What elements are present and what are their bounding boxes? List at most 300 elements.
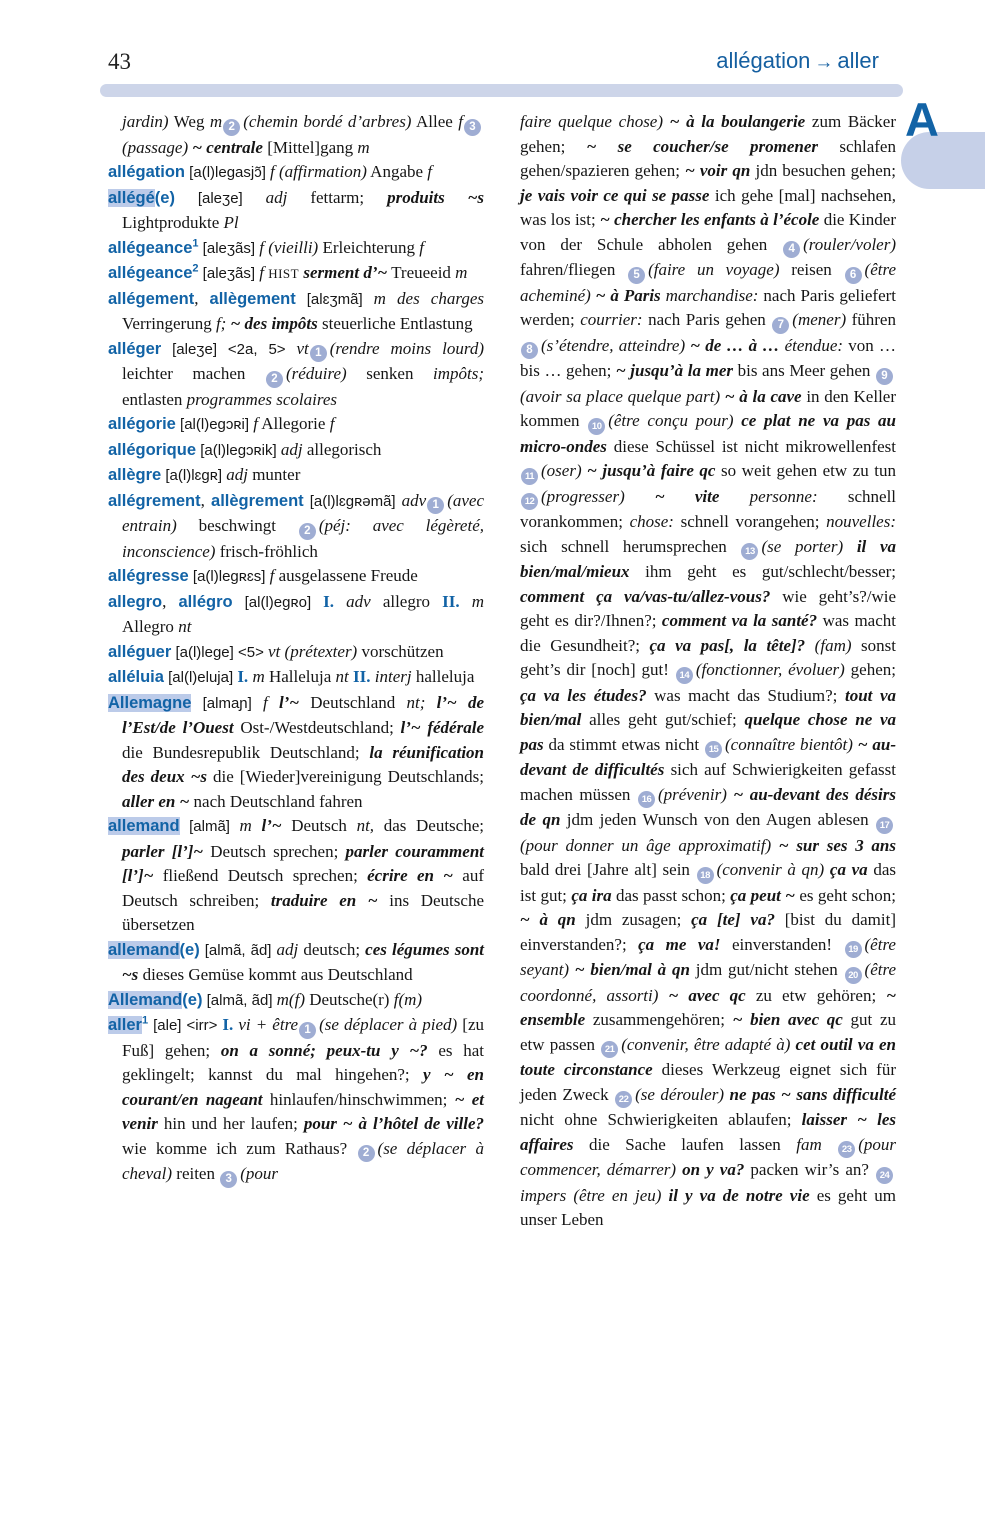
grammar-label: (mener) bbox=[792, 310, 847, 329]
sense-number-badge: 23 bbox=[838, 1141, 855, 1158]
translation-text: Treueeid bbox=[387, 263, 456, 282]
translation-text bbox=[771, 836, 779, 855]
example-phrase: l’~ bbox=[261, 816, 282, 835]
translation-text: ich gehe [mal] nachsehen, was los ist; bbox=[520, 185, 896, 229]
grammar-label: (se déplacer à pied) bbox=[319, 1015, 458, 1034]
phonetic-transcription: [al(l)egʀo] bbox=[232, 593, 324, 611]
domain-label: HIST bbox=[268, 266, 300, 281]
example-phrase: il y va de notre vie bbox=[668, 1185, 810, 1205]
translation-text: so weit gehen etw zu tun bbox=[715, 461, 897, 480]
phonetic-transcription: [a(l)lɛgʀəmã] bbox=[303, 492, 402, 510]
entry-allegorique bbox=[108, 438, 484, 464]
grammar-label: (progresser) bbox=[541, 486, 625, 506]
translation-text: die Bundesrepublik Deutschland; bbox=[122, 742, 370, 762]
translation-text: [zu Fuß] gehen; bbox=[122, 1015, 484, 1060]
example-phrase: ces légumes sont ~s bbox=[122, 939, 485, 984]
translation-text: Lightprodukte bbox=[122, 213, 224, 232]
translation-text: packen wir’s an? bbox=[744, 1160, 875, 1179]
homograph-number: 1 bbox=[141, 1014, 149, 1027]
translation-text: jdm jeden Wunsch von den Augen ablesen bbox=[560, 810, 875, 829]
grammar-label: (être seyant) bbox=[520, 934, 896, 979]
translation-text: fließend Deutsch sprechen; bbox=[153, 866, 368, 885]
translation-text: allegorisch bbox=[302, 439, 382, 459]
entry-allegation bbox=[108, 160, 484, 186]
entry-allemand-person bbox=[108, 988, 484, 1014]
phonetic-transcription: [almã, ãd] bbox=[199, 941, 277, 959]
sense-number-badge: 13 bbox=[741, 543, 758, 560]
translation-text: nach Paris geliefert werden; bbox=[520, 285, 897, 329]
translation-text: schnell vorangehen; bbox=[673, 512, 827, 531]
translation-text: Allee bbox=[411, 112, 459, 131]
headword: allégeance bbox=[108, 264, 193, 282]
translation-text: jdm zusagen; bbox=[575, 910, 692, 929]
example-phrase: ~ à Paris bbox=[595, 285, 661, 305]
example-phrase: ~ de … à … bbox=[690, 335, 780, 355]
headword-highlighted: allemand bbox=[108, 817, 180, 835]
translation-text: zum Bäcker gehen; bbox=[520, 112, 896, 156]
grammar-label: (chemin bordé d’arbres) bbox=[243, 112, 412, 131]
headword: allègrement bbox=[211, 491, 304, 510]
translation-text: bis ans Meer gehen bbox=[733, 361, 875, 380]
entry-alleguer bbox=[108, 640, 484, 666]
translation-text: was macht die Gesundheit?; bbox=[520, 611, 896, 655]
header-rule bbox=[100, 84, 903, 97]
sense-number-badge: 14 bbox=[676, 667, 693, 684]
example-phrase: l’~ fédérale bbox=[400, 718, 484, 737]
translation-text: reiten bbox=[172, 1164, 220, 1183]
example-phrase: ~ et venir bbox=[122, 1089, 484, 1133]
translation-text: es geht um unser Leben bbox=[520, 1185, 896, 1229]
grammar-label: (convenir à qn) bbox=[716, 860, 825, 879]
sense-number-badge: 16 bbox=[638, 791, 655, 808]
grammar-label: f bbox=[427, 162, 433, 181]
grammar-label: (rouler/voler) bbox=[803, 234, 896, 254]
translation-text: dieses Werkzeug eignet sich für jeden Zweck bbox=[520, 1060, 896, 1104]
translation-text: deutsch; bbox=[298, 939, 366, 959]
translation-text: , bbox=[194, 288, 210, 308]
translation-text: steuerliche Entlastung bbox=[317, 314, 473, 333]
structure-numeral: II. bbox=[348, 667, 371, 686]
headword: allègement bbox=[209, 289, 296, 308]
grammar-label: m des charges bbox=[373, 288, 484, 308]
grammar-label: m(f) bbox=[276, 989, 305, 1009]
example-phrase: ça [te] va? bbox=[691, 910, 775, 929]
headword: alléguer bbox=[108, 642, 172, 661]
sense-number-badge: 20 bbox=[845, 967, 862, 984]
example-phrase: ça va pas[, la tête]? bbox=[649, 635, 806, 655]
translation-text: Allegro bbox=[122, 617, 179, 636]
grammar-label: (rendre moins lourd) bbox=[329, 338, 484, 358]
translation-text: sonst geht’s dir [noch] gut! bbox=[520, 635, 896, 679]
example-phrase: laisser ~ les affaires bbox=[520, 1110, 896, 1154]
example-phrase: ça va bbox=[829, 860, 868, 879]
translation-text: [Mittel]gang bbox=[262, 137, 358, 157]
translation-text: beschwingt bbox=[176, 516, 298, 535]
example-phrase: ça peut ~ bbox=[730, 885, 795, 905]
grammar-label: (prévenir) bbox=[657, 784, 727, 804]
phonetic-transcription: [almã, ãd] bbox=[202, 991, 277, 1009]
entry-allege bbox=[108, 186, 484, 236]
translation-text: Allegorie bbox=[257, 414, 330, 433]
translation-text: fahren/fliegen bbox=[520, 260, 628, 279]
grammar-label: (fam) bbox=[805, 635, 852, 655]
translation-text: ausgelassene Freude bbox=[274, 566, 418, 585]
headword-highlighted: allégé bbox=[108, 188, 155, 207]
grammar-label: (faire un voyage) bbox=[648, 260, 780, 279]
grammar-label: m bbox=[209, 112, 223, 131]
grammar-label: m bbox=[239, 816, 252, 835]
example-phrase: traduire en ~ bbox=[270, 890, 378, 910]
example-phrase: tout va bien/mal bbox=[520, 685, 897, 729]
grammar-label: (passage) bbox=[122, 137, 189, 157]
grammar-label: adj bbox=[265, 187, 288, 207]
sense-number-badge: 9 bbox=[876, 368, 893, 385]
sense-number-badge: 3 bbox=[464, 119, 481, 136]
phonetic-transcription: [almã] bbox=[179, 818, 240, 835]
grammar-label: (pour commencer, démarrer) bbox=[520, 1134, 896, 1179]
translation-text: sich auf Schwierigkeiten gefasst machen müssen bbox=[520, 760, 897, 804]
grammar-label: (oser) bbox=[541, 461, 582, 480]
translation-text: einverstanden! bbox=[720, 934, 844, 954]
translation-text: , bbox=[162, 591, 179, 611]
translation-text: wie komme ich zum Rathaus? bbox=[122, 1138, 357, 1158]
phonetic-transcription: [aleʒãs] bbox=[198, 265, 260, 282]
phonetic-transcription: [alɛʒmã] bbox=[295, 290, 374, 308]
grammar-label: adj bbox=[226, 465, 248, 484]
grammar-label: f bbox=[253, 414, 258, 433]
phonetic-transcription: [a(l)legʀɛs] bbox=[188, 568, 270, 585]
example-phrase: ce plat ne va pas au micro-ondes bbox=[520, 411, 897, 456]
translation-text: schlafen gehen/spazieren gehen; bbox=[520, 136, 896, 180]
translation-text: ihm geht es gut/schlecht/besser; bbox=[629, 562, 896, 581]
translation-text: führen bbox=[846, 310, 896, 329]
phonetic-transcription: [a(l)legasjɔ̃] bbox=[185, 164, 271, 181]
headword: (e) bbox=[179, 940, 200, 959]
translation-text: die Kinder von der Schule abholen gehen bbox=[520, 210, 897, 254]
sense-number-badge: 24 bbox=[876, 1167, 893, 1184]
headword-highlighted: aller bbox=[108, 1016, 142, 1034]
sense-number-badge: 21 bbox=[601, 1041, 618, 1058]
grammar-label: marchandise: bbox=[660, 285, 759, 305]
headword: allégorie bbox=[108, 415, 176, 433]
phonetic-transcription: [aleʒe] bbox=[174, 189, 266, 207]
grammar-label: vt bbox=[296, 338, 309, 358]
translation-text: Verringerung bbox=[122, 314, 216, 333]
grammar-label: fam bbox=[796, 1134, 822, 1154]
grammar-label: faire quelque chose) bbox=[520, 112, 664, 131]
grammar-label: (se porter) bbox=[761, 536, 844, 556]
grammar-label: vt (prétexter) bbox=[268, 641, 358, 661]
translation-text: was macht das Studium?; bbox=[646, 685, 845, 705]
grammar-label: f bbox=[269, 566, 275, 585]
grammar-label: nt bbox=[178, 617, 192, 636]
homograph-number: 1 bbox=[192, 236, 199, 249]
example-phrase: ~ à la cave bbox=[724, 386, 802, 406]
sense-number-badge: 17 bbox=[876, 817, 893, 834]
translation-text: leichter machen bbox=[122, 364, 265, 383]
translation-text: Deutschland bbox=[299, 692, 407, 712]
sense-number-badge: 3 bbox=[220, 1171, 237, 1188]
grammar-label: m bbox=[248, 667, 265, 686]
example-phrase: l’~ de l’Est/de l’Ouest bbox=[122, 692, 485, 737]
page-number: 43 bbox=[108, 49, 131, 74]
header-word-range bbox=[716, 47, 879, 77]
entry-allegorie bbox=[108, 412, 484, 438]
sense-number-badge: 10 bbox=[588, 418, 605, 435]
translation-text: jdm gut/nicht stehen bbox=[689, 960, 844, 979]
translation-text: nach Paris gehen bbox=[642, 310, 772, 329]
phonetic-transcription: [aleʒe] <2a, 5> bbox=[161, 340, 297, 358]
phonetic-transcription: [aleʒãs] bbox=[198, 239, 260, 257]
grammar-label: impôts; bbox=[433, 364, 484, 383]
headword: (e) bbox=[154, 188, 175, 207]
translation-text: das passt schon; bbox=[611, 885, 731, 905]
translation-text: allegro bbox=[370, 591, 443, 611]
example-phrase: comment ça va/vas-tu/allez-vous? bbox=[520, 586, 771, 606]
phonetic-transcription: [almaɲ] bbox=[191, 694, 263, 712]
example-phrase: parler [l’]~ bbox=[122, 841, 204, 861]
translation-text: auf Deutsch schreiben; bbox=[122, 866, 484, 910]
example-phrase: comment va la santé? bbox=[661, 611, 818, 630]
dictionary-column-right bbox=[520, 110, 896, 1233]
grammar-label: nt, bbox=[356, 816, 375, 835]
example-phrase: ~ ensemble bbox=[520, 985, 896, 1029]
example-phrase: ~ avec qc bbox=[668, 985, 746, 1005]
sense-number-badge: 7 bbox=[772, 317, 789, 334]
grammar-label: f bbox=[419, 237, 424, 257]
grammar-label: adj bbox=[280, 439, 303, 459]
phonetic-transcription: [a(l)lɛgʀ] bbox=[161, 467, 227, 484]
translation-text bbox=[268, 693, 279, 712]
translation-text: Weg bbox=[168, 112, 210, 131]
dictionary-column-left bbox=[108, 110, 484, 1233]
translation-text: es hat geklingelt; kannst du mal hingehen?; bbox=[122, 1040, 484, 1084]
section-letter: A bbox=[905, 93, 939, 146]
headword: allegro bbox=[108, 592, 163, 611]
translation-text: frisch-fröhlich bbox=[215, 541, 318, 561]
example-phrase: ~ au-devant des désirs de qn bbox=[520, 784, 896, 829]
grammar-label: (avoir sa place quelque part) bbox=[520, 386, 721, 406]
grammar-label: nouvelles: bbox=[826, 512, 896, 531]
translation-text: gut zu etw passen bbox=[520, 1010, 896, 1054]
translation-text bbox=[822, 1135, 837, 1154]
entry-allee-continuation bbox=[108, 110, 484, 160]
translation-text: sich schnell herumsprechen bbox=[520, 536, 741, 556]
example-phrase: y ~ en courant/en nageant bbox=[122, 1065, 485, 1109]
translation-text: bald drei [Jahre alt] sein bbox=[520, 860, 696, 879]
translation-text: von … bis … gehen; bbox=[520, 335, 896, 380]
grammar-label: (s’étendre, atteindre) bbox=[541, 335, 686, 355]
example-phrase: on y va? bbox=[682, 1160, 745, 1179]
headword: allègre bbox=[108, 466, 162, 484]
entry-allegresse bbox=[108, 564, 484, 590]
sense-number-badge: 11 bbox=[521, 468, 538, 485]
sense-number-badge: 1 bbox=[299, 1022, 316, 1039]
example-phrase: ~ jusqu’à faire qc bbox=[587, 461, 716, 480]
example-phrase: ~ vite bbox=[654, 486, 720, 506]
example-phrase: quelque chose ne va pas bbox=[520, 710, 896, 754]
grammar-label: adj bbox=[276, 939, 299, 959]
translation-text bbox=[425, 693, 436, 712]
example-phrase: ça va les études? bbox=[520, 685, 647, 705]
grammar-label: programmes scolaires bbox=[186, 389, 337, 409]
grammar-label: chose: bbox=[629, 512, 674, 531]
phonetic-transcription: [al(l)egɔʀi] bbox=[175, 416, 254, 433]
arrow-right-icon: → bbox=[814, 52, 834, 73]
example-phrase: il va bien/mal/mieux bbox=[520, 536, 896, 581]
translation-text: nicht ohne Schwierigkeiten ablaufen; bbox=[520, 1110, 802, 1129]
headword-highlighted: Allemand bbox=[108, 990, 183, 1009]
grammar-label: m bbox=[357, 137, 370, 157]
translation-text: gehen; bbox=[844, 660, 896, 679]
grammar-label: f bbox=[262, 692, 268, 712]
translation-text: halleluja bbox=[411, 667, 475, 686]
translation-text: in den Keller kommen bbox=[520, 386, 896, 430]
grammar-label: personne: bbox=[719, 486, 818, 506]
sense-number-badge: 6 bbox=[845, 267, 862, 284]
grammar-label: (se dérouler) bbox=[635, 1084, 724, 1104]
entry-allegement bbox=[108, 287, 484, 337]
translation-text: Deutsch bbox=[281, 816, 357, 835]
grammar-label: étendue: bbox=[779, 335, 844, 355]
header-from-word: allégation bbox=[716, 48, 811, 73]
example-phrase: ~ sur ses 3 ans bbox=[778, 835, 896, 855]
translation-text: dieses Gemüse kommt aus Deutschland bbox=[138, 965, 413, 984]
translation-text: vorschützen bbox=[357, 641, 444, 661]
headword: allégorique bbox=[108, 440, 197, 459]
example-phrase: je vais voir ce qui se passe bbox=[520, 185, 710, 205]
phonetic-transcription: [al(l)eluja] bbox=[163, 669, 238, 686]
example-phrase: l’~ bbox=[278, 692, 300, 712]
translation-text: zusammengehören; bbox=[585, 1010, 733, 1029]
sense-number-badge: 2 bbox=[223, 119, 240, 136]
grammar-label: nt bbox=[335, 667, 349, 686]
grammar-label: (convenir, être adapté à) bbox=[621, 1034, 791, 1054]
example-phrase: ~ centrale bbox=[192, 137, 263, 157]
translation-text: die Sache laufen lassen bbox=[573, 1134, 797, 1154]
grammar-label: (pour bbox=[240, 1164, 279, 1183]
translation-text bbox=[843, 537, 857, 556]
translation-text: alles geht gut/schief; bbox=[581, 710, 745, 729]
example-phrase: ~ des impôts bbox=[230, 314, 318, 333]
example-phrase: parler couramment [l’]~ bbox=[122, 841, 484, 885]
grammar-label: courrier: bbox=[580, 310, 643, 329]
translation-text: schnell vorankommen; bbox=[520, 486, 897, 531]
entry-allemand-noun bbox=[108, 814, 484, 938]
headword: alléger bbox=[108, 339, 162, 358]
example-phrase: la réunification des deux ~s bbox=[122, 742, 484, 786]
translation-text: entlasten bbox=[122, 389, 187, 409]
grammar-label: f bbox=[259, 263, 264, 282]
sense-number-badge: 12 bbox=[521, 493, 538, 510]
grammar-label: (être coordonné, assorti) bbox=[520, 960, 896, 1005]
entry-allegeance-2 bbox=[108, 261, 484, 287]
headword: (e) bbox=[182, 990, 203, 1009]
sense-number-badge: 4 bbox=[783, 241, 800, 258]
structure-numeral: I. bbox=[237, 667, 249, 686]
translation-text: zu etw gehören; bbox=[745, 985, 887, 1005]
headword: allégement bbox=[108, 289, 195, 308]
sense-number-badge: 2 bbox=[299, 523, 316, 540]
entry-allegrement bbox=[108, 489, 484, 565]
grammar-label: Pl bbox=[223, 213, 239, 232]
structure-numeral: I. bbox=[323, 591, 335, 611]
translation-text bbox=[658, 986, 668, 1005]
example-phrase: ça ira bbox=[571, 885, 612, 905]
grammar-label: f(m) bbox=[393, 989, 423, 1009]
phonetic-transcription: [a(l)legɔʀik] bbox=[196, 441, 281, 459]
homograph-number: 2 bbox=[192, 262, 199, 275]
entry-allegre bbox=[108, 463, 484, 489]
grammar-label: f (affirmation) bbox=[270, 162, 367, 181]
headword-highlighted: Allemagne bbox=[108, 693, 192, 712]
grammar-label: (avec entrain) bbox=[122, 490, 484, 535]
translation-text: Deutsch sprechen; bbox=[203, 841, 346, 861]
example-phrase: ~ jusqu’à la mer bbox=[615, 361, 733, 380]
translation-text: , bbox=[200, 490, 212, 510]
grammar-label: (être conçu pour) bbox=[608, 411, 734, 430]
header-to-word: aller bbox=[837, 48, 879, 73]
translation-text bbox=[625, 487, 655, 506]
example-phrase: aller en ~ bbox=[122, 791, 190, 811]
dictionary-columns bbox=[108, 110, 896, 1233]
structure-numeral: I. bbox=[222, 1015, 234, 1034]
entry-aller-1-part-2 bbox=[520, 110, 896, 1233]
translation-text: das Deutsche; bbox=[374, 816, 484, 835]
sense-number-badge: 5 bbox=[628, 267, 645, 284]
example-phrase: on a sonné; peux-tu y ~? bbox=[220, 1040, 428, 1060]
translation-text: nach Deutschland fahren bbox=[189, 791, 363, 811]
example-phrase: produits ~s bbox=[387, 187, 485, 207]
sense-number-badge: 18 bbox=[697, 867, 714, 884]
grammar-label: (se déplacer à cheval) bbox=[122, 1138, 484, 1183]
translation-text: es geht schon; bbox=[794, 885, 896, 905]
translation-text: das ist gut; bbox=[520, 860, 896, 905]
grammar-label: nt; bbox=[406, 692, 426, 712]
translation-text: diese Schüssel ist nicht mikrowellenfest bbox=[606, 436, 896, 456]
example-phrase: ~ se coucher/se promener bbox=[586, 136, 819, 156]
grammar-label: (réduire) bbox=[285, 364, 347, 383]
grammar-label: m bbox=[455, 263, 468, 282]
translation-text: reisen bbox=[779, 260, 844, 279]
grammar-label: impers (être en jeu) bbox=[520, 1185, 662, 1205]
grammar-label: f bbox=[329, 414, 335, 433]
headword: allégeance bbox=[108, 238, 193, 257]
headword: allégro bbox=[178, 592, 233, 611]
headword: allégrement bbox=[108, 491, 201, 510]
phonetic-transcription: [ale] <irr> bbox=[148, 1017, 223, 1034]
sense-number-badge: 15 bbox=[705, 741, 722, 758]
translation-text: munter bbox=[247, 465, 301, 484]
sense-number-badge: 2 bbox=[266, 371, 283, 388]
translation-text: fettarm; bbox=[287, 187, 388, 207]
translation-text: Halleluja bbox=[264, 667, 336, 686]
grammar-label: (être acheminé) bbox=[520, 260, 897, 305]
example-phrase: ~ voir qn bbox=[685, 161, 751, 180]
sense-number-badge: 1 bbox=[427, 497, 444, 514]
headword-highlighted: allemand bbox=[108, 940, 180, 959]
entry-alleluia bbox=[108, 665, 484, 691]
example-phrase: ne pas ~ sans difficulté bbox=[729, 1084, 896, 1104]
grammar-label: (pour donner un âge approximatif) bbox=[520, 835, 772, 855]
example-phrase: pour ~ à l’hôtel de ville? bbox=[303, 1114, 484, 1133]
translation-text: Erleichterung bbox=[318, 237, 420, 257]
translation-text: wie geht’s?/wie geht es dir?/Ihnen?; bbox=[520, 586, 897, 630]
entry-aller-1-part-1 bbox=[108, 1013, 484, 1188]
sense-number-badge: 19 bbox=[845, 941, 862, 958]
example-phrase: écrire en ~ bbox=[367, 866, 453, 885]
entry-allemagne bbox=[108, 691, 484, 815]
